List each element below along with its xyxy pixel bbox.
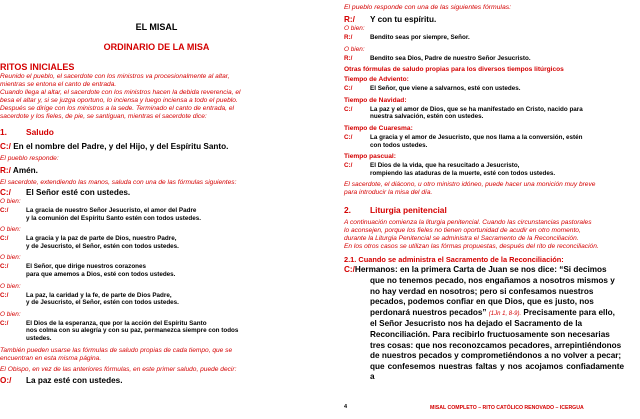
subsection-reconciliation: 2.1. Cuando se administra el Sacramento de la Reconciliación: [344,255,564,265]
seasonal-note-rubric: También pueden usarse las fórmulas de saludo propias de cada tiempo, que se encuentran en esta misma página. [0,346,233,362]
scripture-reference: (1Jn 1, 8-9). [488,310,522,317]
easter-label: Tiempo pascual: [344,153,396,161]
greeting-rubric: El sacerdote, extendiendo las manos, saluda con una de las fórmulas siguientes: [0,179,237,186]
sign-of-cross-line: C:/ En el nombre del Padre, y del Hijo, y del Espíritu Santo. [0,142,229,151]
greeting-5: C:/ La paz, la caridad y la fe, de parte de Dios Padre, y de Jesucristo, el Señor, estén con todos ustedes. [0,291,179,307]
greeting-3: C:/ La gracia y la paz de parte de Dios, nuestro Padre, y de Jesucristo, el Señor, estén con todos ustedes. [0,235,179,250]
lent-label: Tiempo de Cuaresma: [344,124,413,132]
greeting-6: C:/ El Dios de la esperanza, que por la acción del Espíritu Santo nos colma con su alegría y con su paz, permanezca siempre con todos ustedes. [0,319,239,342]
or-rubric: O bien: [0,310,21,318]
section-heading-penitential: 2. Liturgia penitencial [344,205,447,216]
response-3: R:/ Bendito sea Dios, Padre de nuestro Señor Jesucristo. [344,54,531,62]
section-heading-saludo: 1. Saludo [0,127,54,137]
page-subtitle: ORDINARIO DE LA MISA [103,42,210,52]
page-number: 4 [344,404,348,410]
right-column [344,4,624,383]
or-rubric: O bien: [344,25,365,32]
penitential-rubric: A continuación comienza la liturgia penitencial. Cuando las circunstancias pastorales lo aconsejen, porque los fieles no tienen oportunidad de acudir en otro momento, durante la Liturgia Penitencial se administra el Sacramento de la Reconciliación. En los otros casos se utilizan las fórmas propuestas, después del rito de reconciliación. [344,219,599,251]
christmas-label: Tiempo de Navidad: [344,96,407,104]
advent-greeting: C:/ El Señor, que viene a salvarnos, esté con ustedes. [344,85,521,93]
seasonal-formulas-heading: Otras fórmulas de saludo propias para los diversos tiempos litúrgicos [344,66,564,74]
christmas-greeting: C:/ La paz y el amor de Dios, que se ha manifestado en Cristo, nacido para nuestra salvación, estén con ustedes. [344,105,583,121]
lent-greeting: C:/ La gracia y el amor de Jesucristo, que nos llama a la conversión, estén con todos ustedes. [344,133,583,149]
greeting-1: C:/ El Señor esté con ustedes. [0,188,131,197]
page-title: EL MISAL [135,22,178,32]
bishop-greeting: O:/ La paz esté con ustedes. [0,375,123,385]
amen-line: R:/ Amén. [0,166,38,175]
or-rubric: O bien: [0,198,21,205]
page-footer: MISAL COMPLETO – RITO CATÓLICO RENOVADO – ICERGUA [430,405,584,411]
left-column [0,14,313,386]
people-respond-rubric: El pueblo responde: [0,155,59,162]
bishop-rubric: El Obispo, en vez de las anteriores fórmulas, en este primer saludo, puede decir: [0,365,237,373]
response-2: R:/ Bendito seas por siempre, Señor. [344,34,470,41]
easter-greeting: C:/ El Dios de la vida, que ha resucitado a Jesucristo, rompiendo las ataduras de la muerte, esté con todos ustedes. [344,162,556,177]
monition-rubric: El sacerdote, el diácono, u otro ministro idóneo, puede hacer una monición muy breve para introducir la misa del día. [344,181,596,197]
or-rubric: O bien: [344,45,365,53]
people-respond-rubric: El pueblo responde con una de las siguientes fórmulas: [344,4,512,11]
greeting-4: C:/ El Señor, que dirige nuestros corazones para que amemos a Dios, esté con todos ustedes. [0,263,176,278]
section-heading: RITOS INICIALES [0,62,75,72]
or-rubric: O bien: [0,254,21,262]
advent-label: Tiempo de Adviento: [344,76,409,84]
response-1: R:/ Y con tu espíritu. [344,15,437,24]
greeting-2: C:/ La gracia de nuestro Señor Jesucristo, el amor del Padre y la comunión del Espíritu Santo estén con todos ustedes. [0,207,201,222]
intro-rubric: Reunido el pueblo, el sacerdote con los ministros va procesionalmente al altar, mientras se entona el canto de entrada. Cuando llega al altar, el sacerdote con los ministros hacen la debida reverencia, el besa el altar y, si se juzga oportuno, lo inciensa y luego inciensa a todo el pueblo. Después se dirige con los ministros a la sede. Terminado el canto de entrada, el sacerdote y los fieles, de pie, se santiguan, mientras el sacerdote dice: [0,73,241,120]
or-rubric: O bien: [0,226,21,234]
or-rubric: O bien: [0,282,21,290]
reconciliation-exhortation: C:/Hermanos: en la primera Carta de Juan se nos dice: “Si decimos que no tenemos pecado, nos engañamos a nosotros mismos y no hay verdad en nosotros; pero si confesamos nuestros pecados, podemos confiar en que Dios, que es justo, nos perdonará nuestros pecados” (1Jn 1, 8-9). Precisamente para ello, el Señor Jesucristo nos ha dejado el Sacramento de la Reconciliación. Para recibirlo fructuosamente son necesarias tres cosas: que nos reconozcamos pecadores, arrepintiéndonos de nuestros pecados y comprometiéndonos a no volver a pecar; que confesemos nuestras faltas y nos acojamos confiadamente a [344,265,624,382]
